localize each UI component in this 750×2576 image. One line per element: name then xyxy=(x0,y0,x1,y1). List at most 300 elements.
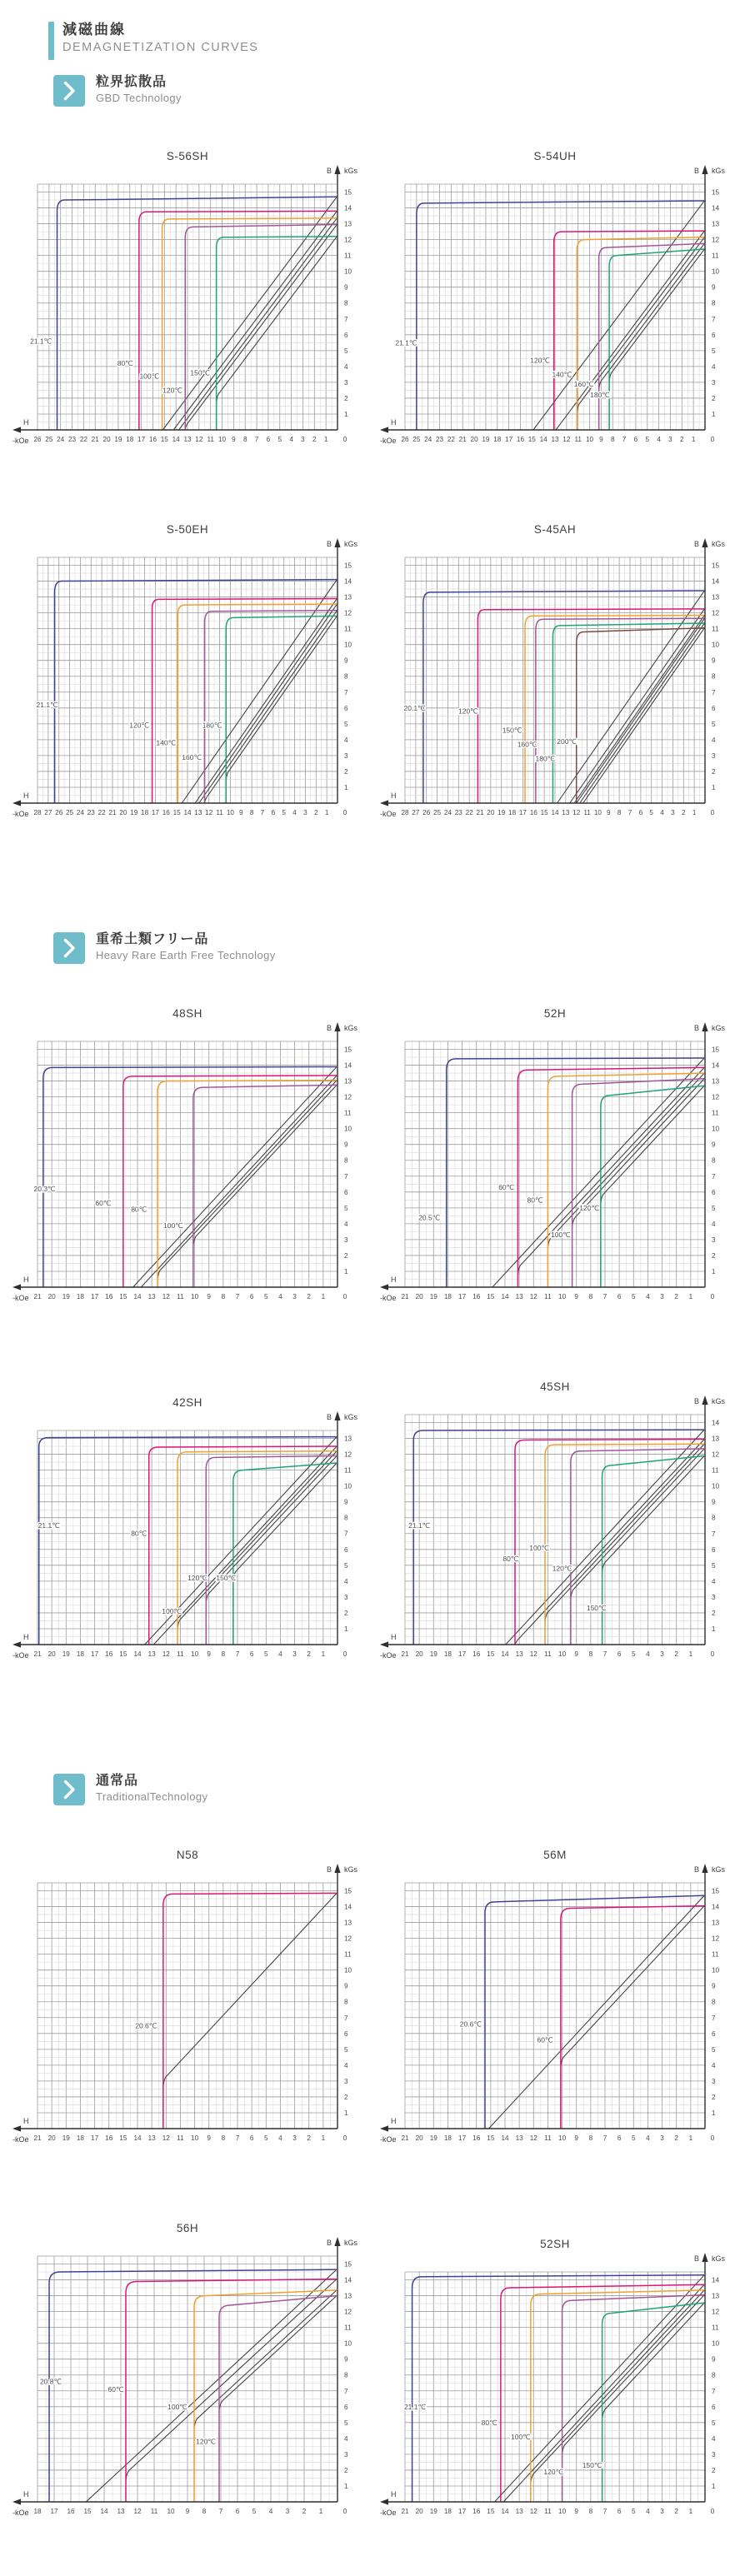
svg-text:0: 0 xyxy=(342,1650,347,1658)
normal-curve-160℃ xyxy=(204,611,337,803)
svg-text:3: 3 xyxy=(711,751,716,760)
curve-140℃ xyxy=(178,604,337,803)
section-title-en: TraditionalTechnology xyxy=(96,1790,208,1804)
temp-label: 180℃ xyxy=(202,721,222,730)
y-axis-var-label: B xyxy=(693,167,699,175)
svg-text:21: 21 xyxy=(458,436,467,443)
svg-text:2: 2 xyxy=(673,1650,678,1658)
svg-text:1: 1 xyxy=(343,1267,348,1276)
y-axis-var-label: B xyxy=(326,2239,332,2247)
svg-text:9: 9 xyxy=(343,2355,348,2364)
svg-text:15: 15 xyxy=(343,188,352,197)
svg-text:9: 9 xyxy=(598,436,603,443)
svg-text:20: 20 xyxy=(48,1293,56,1300)
page-header xyxy=(48,22,743,60)
svg-text:1: 1 xyxy=(343,783,348,791)
svg-text:10: 10 xyxy=(343,1125,352,1133)
svg-text:10: 10 xyxy=(711,1966,719,1974)
svg-text:4: 4 xyxy=(343,362,348,371)
section-title-jp: 粒界拡散品 xyxy=(96,75,168,89)
svg-text:19: 19 xyxy=(129,809,138,816)
y-axis-unit-label: kGs xyxy=(343,1413,358,1421)
svg-text:15: 15 xyxy=(528,436,536,443)
svg-text:6: 6 xyxy=(633,436,638,443)
svg-text:12: 12 xyxy=(711,1450,719,1459)
x-axis-arrow-icon xyxy=(12,2125,21,2131)
svg-text:10: 10 xyxy=(711,267,719,276)
svg-text:10: 10 xyxy=(558,1650,566,1658)
y-axis-arrow-icon xyxy=(334,538,340,547)
svg-text:11: 11 xyxy=(582,809,591,816)
svg-text:12: 12 xyxy=(711,2308,719,2316)
svg-text:19: 19 xyxy=(481,436,489,443)
svg-text:19: 19 xyxy=(429,1650,438,1658)
svg-text:15: 15 xyxy=(343,562,352,570)
svg-text:10: 10 xyxy=(585,436,593,443)
svg-text:1: 1 xyxy=(324,809,328,816)
temp-label: 60℃ xyxy=(107,2384,124,2394)
normal-curve-80℃ xyxy=(548,1073,704,1287)
x-axis-unit-label: -kOe xyxy=(12,1294,29,1302)
chart-title: N58 xyxy=(176,1849,198,1861)
svg-text:15: 15 xyxy=(540,809,548,816)
svg-text:4: 4 xyxy=(645,2508,650,2515)
svg-text:13: 13 xyxy=(711,1435,719,1443)
svg-text:5: 5 xyxy=(263,1650,268,1658)
x-tick-labels xyxy=(33,2508,347,2515)
svg-text:10: 10 xyxy=(711,1125,719,1133)
svg-text:3: 3 xyxy=(711,2450,716,2459)
y-tick-labels xyxy=(712,562,720,791)
svg-text:15: 15 xyxy=(82,2508,92,2515)
svg-text:12: 12 xyxy=(711,236,719,244)
y-tick-labels xyxy=(712,1888,720,2117)
svg-text:8: 8 xyxy=(711,1998,716,2006)
svg-text:5: 5 xyxy=(644,436,649,443)
svg-text:4: 4 xyxy=(711,2434,716,2443)
temp-label: 160℃ xyxy=(517,740,537,749)
y-tick-labels xyxy=(344,1435,352,1633)
normal-curve-20.5℃ xyxy=(492,1058,703,1287)
svg-text:1: 1 xyxy=(321,1650,325,1658)
svg-text:15: 15 xyxy=(711,188,719,197)
svg-text:5: 5 xyxy=(343,347,348,355)
svg-text:17: 17 xyxy=(458,1650,466,1658)
svg-text:12: 12 xyxy=(562,436,570,443)
curve-80℃ xyxy=(138,211,336,430)
svg-text:18: 18 xyxy=(140,809,148,816)
svg-text:14: 14 xyxy=(500,1650,509,1658)
svg-text:11: 11 xyxy=(711,1109,718,1117)
svg-text:14: 14 xyxy=(132,1650,142,1658)
temp-label: 20.3℃ xyxy=(33,1185,56,1193)
y-tick-labels xyxy=(344,189,352,418)
svg-text:13: 13 xyxy=(148,1650,156,1658)
normal-curve-100℃ xyxy=(192,1085,336,1287)
svg-text:15: 15 xyxy=(486,1650,494,1658)
axes xyxy=(380,1395,726,1660)
svg-text:6: 6 xyxy=(249,1650,253,1658)
svg-text:10: 10 xyxy=(343,2339,352,2348)
x-tick-labels xyxy=(401,1293,714,1300)
svg-text:1: 1 xyxy=(323,436,328,443)
svg-text:14: 14 xyxy=(182,809,192,816)
svg-text:23: 23 xyxy=(435,436,443,443)
svg-text:12: 12 xyxy=(194,436,202,443)
svg-text:12: 12 xyxy=(529,1650,538,1658)
svg-text:8: 8 xyxy=(249,809,253,816)
x-tick-labels xyxy=(33,1650,347,1658)
svg-text:7: 7 xyxy=(343,688,348,696)
x-axis-unit-label: -kOe xyxy=(12,2509,29,2517)
svg-text:1: 1 xyxy=(688,1293,692,1300)
svg-text:11: 11 xyxy=(711,1466,718,1475)
svg-text:5: 5 xyxy=(631,1650,636,1658)
svg-text:11: 11 xyxy=(543,1650,552,1658)
curve-21.1℃ xyxy=(38,1437,336,1645)
svg-text:1: 1 xyxy=(343,410,348,418)
svg-text:13: 13 xyxy=(515,1293,523,1300)
section-title-block xyxy=(96,932,276,961)
svg-text:22: 22 xyxy=(465,809,473,816)
svg-text:5: 5 xyxy=(711,2419,716,2427)
svg-text:20: 20 xyxy=(415,2134,423,2142)
chart-title: S-56SH xyxy=(166,150,208,162)
svg-text:3: 3 xyxy=(343,1593,348,1601)
normal-curves xyxy=(529,201,703,430)
intrinsic-curves xyxy=(38,1437,336,1645)
svg-text:16: 16 xyxy=(472,1293,480,1300)
intrinsic-curves xyxy=(446,1058,703,1287)
svg-text:23: 23 xyxy=(87,809,95,816)
svg-text:11: 11 xyxy=(176,1650,184,1658)
svg-text:18: 18 xyxy=(508,809,516,816)
y-axis-unit-label: kGs xyxy=(343,167,358,175)
section-header-traditional xyxy=(53,1774,743,1810)
temp-label: 120℃ xyxy=(162,386,182,395)
svg-text:13: 13 xyxy=(561,809,569,816)
svg-text:21: 21 xyxy=(108,809,117,816)
svg-text:7: 7 xyxy=(602,2134,607,2142)
x-tick-labels xyxy=(33,436,347,443)
svg-text:1: 1 xyxy=(711,2109,716,2117)
x-axis-var-label: H xyxy=(22,791,28,800)
svg-text:1: 1 xyxy=(688,2508,692,2515)
normal-curve-20.6℃ xyxy=(162,1893,336,2129)
x-axis-arrow-icon xyxy=(380,2499,388,2504)
normal-curves xyxy=(492,1058,703,1287)
svg-text:1: 1 xyxy=(711,1267,716,1276)
svg-text:21: 21 xyxy=(91,436,99,443)
svg-text:16: 16 xyxy=(516,436,524,443)
y-axis-var-label: B xyxy=(693,2254,699,2263)
curve-20.3℃ xyxy=(42,1066,336,1287)
svg-text:25: 25 xyxy=(44,436,52,443)
grid xyxy=(38,1430,338,1645)
svg-text:1: 1 xyxy=(321,1293,325,1300)
x-tick-labels xyxy=(401,1650,714,1658)
demag-chart-svg xyxy=(379,519,735,835)
y-axis-arrow-icon xyxy=(702,165,708,174)
svg-text:18: 18 xyxy=(443,1293,452,1300)
page-title-jp: 減磁曲線 xyxy=(62,22,126,37)
svg-text:11: 11 xyxy=(711,1950,718,1959)
svg-text:7: 7 xyxy=(711,2014,716,2022)
svg-text:6: 6 xyxy=(638,809,642,816)
svg-text:7: 7 xyxy=(343,1530,348,1538)
chart-title: 48SH xyxy=(172,1007,202,1020)
chart-56H xyxy=(12,2218,368,2538)
svg-text:7: 7 xyxy=(343,2014,348,2022)
temp-label: 20.1℃ xyxy=(403,703,426,712)
svg-text:5: 5 xyxy=(648,809,653,816)
y-tick-labels xyxy=(344,1046,352,1276)
svg-text:8: 8 xyxy=(343,672,348,681)
svg-text:3: 3 xyxy=(711,1593,716,1601)
svg-text:12: 12 xyxy=(529,2508,538,2515)
svg-text:6: 6 xyxy=(711,2029,716,2038)
svg-text:7: 7 xyxy=(711,1530,716,1538)
svg-text:11: 11 xyxy=(543,2508,552,2515)
svg-text:11: 11 xyxy=(343,625,351,633)
svg-text:2: 2 xyxy=(343,2466,348,2474)
svg-text:27: 27 xyxy=(411,809,419,816)
x-axis-unit-label: -kOe xyxy=(12,437,29,445)
svg-text:5: 5 xyxy=(277,436,282,443)
svg-text:11: 11 xyxy=(573,436,582,443)
svg-text:13: 13 xyxy=(343,2292,352,2300)
svg-text:11: 11 xyxy=(543,2134,552,2142)
svg-text:23: 23 xyxy=(68,436,76,443)
x-tick-labels xyxy=(33,2134,347,2142)
svg-text:7: 7 xyxy=(622,436,626,443)
svg-text:3: 3 xyxy=(343,1236,348,1244)
svg-text:2: 2 xyxy=(343,1609,348,1617)
svg-text:19: 19 xyxy=(62,1293,70,1300)
svg-text:9: 9 xyxy=(711,1498,716,1506)
svg-text:18: 18 xyxy=(76,1293,84,1300)
x-axis-var-label: H xyxy=(22,2490,28,2499)
svg-text:17: 17 xyxy=(90,1650,98,1658)
svg-text:19: 19 xyxy=(429,2134,438,2142)
temp-label: 200℃ xyxy=(556,736,577,746)
svg-text:5: 5 xyxy=(711,2045,716,2054)
y-axis-var-label: B xyxy=(693,1865,699,1874)
svg-text:2: 2 xyxy=(343,2093,348,2101)
normal-curves xyxy=(132,1066,337,1287)
svg-text:16: 16 xyxy=(148,436,157,443)
curve-20.5℃ xyxy=(446,1058,703,1287)
svg-text:7: 7 xyxy=(602,2508,607,2515)
svg-text:16: 16 xyxy=(529,809,538,816)
svg-text:12: 12 xyxy=(711,1934,719,1943)
svg-text:8: 8 xyxy=(711,1156,716,1165)
x-axis-arrow-icon xyxy=(380,800,388,806)
temp-label: 120℃ xyxy=(458,706,478,716)
svg-text:6: 6 xyxy=(343,1545,348,1554)
chevron-right-icon xyxy=(53,75,85,111)
svg-text:9: 9 xyxy=(206,1650,211,1658)
axes xyxy=(12,1022,358,1302)
svg-text:10: 10 xyxy=(166,2508,175,2515)
svg-text:6: 6 xyxy=(235,2508,239,2515)
svg-text:8: 8 xyxy=(343,2371,348,2379)
svg-text:21: 21 xyxy=(32,2134,42,2142)
temp-label: 60℃ xyxy=(498,1183,514,1192)
chart-42SH xyxy=(12,1392,368,1680)
svg-text:10: 10 xyxy=(343,267,352,276)
svg-text:3: 3 xyxy=(300,436,305,443)
chevron-right-icon xyxy=(53,932,85,968)
demag-chart-svg xyxy=(12,519,368,835)
svg-text:26: 26 xyxy=(400,436,409,443)
svg-text:9: 9 xyxy=(343,1141,348,1149)
normal-curve-60℃ xyxy=(560,1906,703,2129)
svg-text:1: 1 xyxy=(321,2134,325,2142)
curve-60℃ xyxy=(560,1906,703,2129)
x-axis-var-label: H xyxy=(22,1633,28,1641)
svg-text:6: 6 xyxy=(343,2403,348,2411)
svg-text:5: 5 xyxy=(711,1204,716,1212)
svg-text:11: 11 xyxy=(343,1950,351,1959)
svg-text:4: 4 xyxy=(288,436,293,443)
svg-text:1: 1 xyxy=(711,783,716,791)
chart-48SH xyxy=(12,1003,368,1323)
svg-text:0: 0 xyxy=(342,2508,347,2515)
svg-text:14: 14 xyxy=(343,1903,352,1911)
svg-text:3: 3 xyxy=(285,2508,289,2515)
curve-80℃ xyxy=(158,1081,337,1287)
section-hre-free xyxy=(12,932,743,1680)
svg-text:5: 5 xyxy=(343,2419,348,2427)
y-axis-var-label: B xyxy=(693,1397,699,1405)
svg-text:23: 23 xyxy=(454,809,462,816)
section-title-block xyxy=(96,75,182,104)
svg-text:11: 11 xyxy=(543,1293,552,1300)
svg-text:9: 9 xyxy=(711,656,716,665)
grid xyxy=(405,184,705,430)
x-tick-labels xyxy=(401,2134,714,2142)
normal-curve-150℃ xyxy=(602,2303,704,2502)
y-axis-arrow-icon xyxy=(334,1864,340,1873)
curve-180℃ xyxy=(226,616,337,803)
svg-text:6: 6 xyxy=(711,1188,716,1196)
svg-text:3: 3 xyxy=(343,378,348,387)
svg-text:8: 8 xyxy=(610,436,615,443)
temp-label: 100℃ xyxy=(510,2432,531,2441)
svg-text:6: 6 xyxy=(343,1188,348,1196)
curve-21.1℃ xyxy=(413,1430,704,1645)
temp-label: 100℃ xyxy=(550,1231,571,1240)
svg-text:8: 8 xyxy=(711,1514,716,1522)
svg-text:2: 2 xyxy=(711,394,716,402)
temp-label: 160℃ xyxy=(573,379,593,388)
svg-text:1: 1 xyxy=(343,2482,348,2490)
svg-text:8: 8 xyxy=(343,299,348,307)
axes xyxy=(380,1864,726,2144)
svg-text:3: 3 xyxy=(711,378,716,387)
svg-text:13: 13 xyxy=(711,220,719,228)
chart-56M xyxy=(379,1845,735,2164)
intrinsic-curves xyxy=(42,1066,336,1287)
x-axis-unit-label: -kOe xyxy=(379,2135,397,2144)
svg-text:4: 4 xyxy=(711,362,716,371)
temp-labels xyxy=(39,2377,215,2445)
temp-label: 20.6℃ xyxy=(459,2019,482,2029)
svg-text:11: 11 xyxy=(343,1109,351,1117)
svg-text:5: 5 xyxy=(631,2508,636,2515)
demag-chart-svg xyxy=(12,1003,368,1319)
temp-label: 80℃ xyxy=(130,1529,147,1538)
y-axis-arrow-icon xyxy=(334,1022,340,1031)
svg-text:13: 13 xyxy=(711,1077,719,1086)
svg-text:27: 27 xyxy=(43,809,52,816)
svg-text:8: 8 xyxy=(588,1650,592,1658)
y-axis-unit-label: kGs xyxy=(711,2254,725,2263)
axes xyxy=(12,1411,358,1660)
x-axis-unit-label: -kOe xyxy=(379,1294,397,1302)
curve-21.1℃ xyxy=(416,201,703,430)
svg-text:21: 21 xyxy=(400,1650,409,1658)
curve-60℃ xyxy=(126,2279,337,2502)
svg-text:4: 4 xyxy=(343,2061,348,2069)
svg-text:7: 7 xyxy=(711,2387,716,2395)
y-axis-var-label: B xyxy=(326,540,332,548)
normal-curve-80℃ xyxy=(173,211,337,430)
grid xyxy=(38,184,338,430)
svg-text:5: 5 xyxy=(343,1561,348,1570)
svg-text:9: 9 xyxy=(343,1982,348,1990)
svg-text:17: 17 xyxy=(49,2508,58,2515)
svg-text:28: 28 xyxy=(400,809,409,816)
svg-text:2: 2 xyxy=(343,1251,348,1260)
svg-text:4: 4 xyxy=(711,1220,716,1228)
normal-curve-120℃ xyxy=(600,1086,703,1287)
svg-text:2: 2 xyxy=(312,436,317,443)
svg-text:13: 13 xyxy=(550,436,559,443)
x-axis-unit-label: -kOe xyxy=(379,810,397,818)
temp-label: 21.1℃ xyxy=(29,337,52,346)
x-axis-var-label: H xyxy=(390,1633,396,1641)
curve-80℃ xyxy=(548,1073,704,1287)
svg-text:13: 13 xyxy=(148,1293,156,1300)
svg-text:16: 16 xyxy=(472,1650,480,1658)
svg-text:14: 14 xyxy=(711,1903,719,1911)
chart-title: S-54UH xyxy=(532,150,577,162)
svg-text:19: 19 xyxy=(62,2134,70,2142)
svg-text:3: 3 xyxy=(659,1293,664,1300)
svg-text:14: 14 xyxy=(343,577,352,586)
svg-text:13: 13 xyxy=(182,436,192,443)
svg-text:14: 14 xyxy=(500,2134,509,2142)
chart-title: 52SH xyxy=(539,2238,570,2250)
svg-text:2: 2 xyxy=(711,2093,716,2101)
y-axis-unit-label: kGs xyxy=(711,540,725,548)
svg-text:4: 4 xyxy=(268,2508,272,2515)
svg-text:11: 11 xyxy=(711,252,718,260)
curve-120℃ xyxy=(600,1086,703,1287)
temp-label: 180℃ xyxy=(535,754,555,763)
x-axis-unit-label: -kOe xyxy=(12,1651,29,1660)
temp-label: 21.1℃ xyxy=(36,701,58,709)
svg-text:11: 11 xyxy=(176,1293,184,1300)
x-tick-labels xyxy=(401,809,714,816)
temp-label: 21.1℃ xyxy=(394,338,417,347)
svg-text:25: 25 xyxy=(412,436,420,443)
temp-label: 120℃ xyxy=(542,2467,563,2476)
svg-text:8: 8 xyxy=(588,2134,592,2142)
section-title-block xyxy=(96,1774,208,1803)
